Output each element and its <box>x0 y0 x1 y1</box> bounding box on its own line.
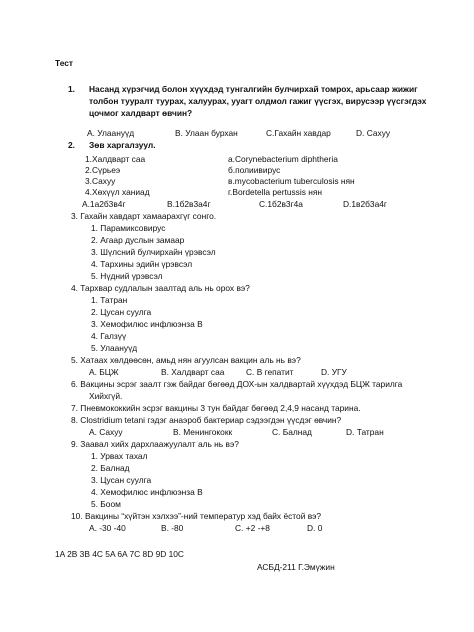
q4-item-1: 1. Татран <box>91 295 128 305</box>
answer-key: 1A 2B 3B 4C 5A 6A 7C 8D 9D 10C <box>55 549 184 559</box>
q8-option-b: B. Менингококк <box>173 427 233 437</box>
q5-option-d: D. УГУ <box>321 367 347 377</box>
q2-left-4: 4.Хөхүүл ханиад <box>85 187 150 197</box>
q2-option-b: B.1б2в3a4г <box>167 199 211 209</box>
q7-text: 7. Пневмококкийн эсрэг вакцины 3 тун байдаг бөгөөд 2,4,9 насанд тарина. <box>71 403 361 413</box>
q10-title: 10. Вакцины “хүйтэн хэлхээ”-ний температур хэд байх ёстой вэ? <box>71 511 322 521</box>
q2-left-2: 2.Сүрьеэ <box>85 165 121 175</box>
q10-option-b: B. -80 <box>161 523 184 533</box>
q2-left-1: 1.Халдварт саа <box>85 154 146 164</box>
q3-item-3: 3. Шүлсний булчирхайн үрэвсэл <box>91 247 216 257</box>
test-title: Тест <box>55 58 74 68</box>
q1-option-d: D. Сахуу <box>356 128 391 138</box>
q3-item-4: 4. Тархины эдийн үрэвсэл <box>91 259 193 269</box>
q2-number: 2. <box>68 140 75 150</box>
q9-item-2: 2. Балнад <box>91 463 130 473</box>
q2-right-d: г.Bordetella pertussis нян <box>228 187 323 197</box>
q4-item-4: 4. Галзүү <box>91 331 127 341</box>
q8-option-d: D. Татран <box>346 427 384 437</box>
q2-right-c: в.mycobacterium tuberculosis нян <box>228 176 355 186</box>
q1-option-c: C.Гахайн хавдар <box>266 128 331 138</box>
q9-item-3: 3. Цусан суулга <box>91 475 152 485</box>
q8-option-c: C. Балнад <box>272 427 312 437</box>
q9-item-4: 4. Хемофилюс инфлюэнза B <box>91 487 203 497</box>
q2-title: Зөв харгалзуул. <box>89 140 156 150</box>
q6-line-2: Хийхгүй. <box>89 391 123 401</box>
q1-line-1: Насанд хүрэгчид болон хүүхдэд тунгалгийн булчирхай томрох, арьсаар жижиг <box>89 84 418 94</box>
q6-line-1: 6. Вакцины эсрэг заалт гэж байдаг бөгөөд ДОХ-ын халдвартай хүүхдэд БЦЖ тарилга <box>71 379 403 389</box>
q5-option-a: A. БЦЖ <box>89 367 119 377</box>
q3-title: 3. Гахайн хавдарт хамаарахгүг сонго. <box>71 211 217 221</box>
q2-right-a: a.Corynebacterium diphtheria <box>228 154 338 164</box>
q2-left-3: 3.Сахуу <box>85 176 116 186</box>
q2-option-c: C.1б2в3г4a <box>259 199 303 209</box>
q5-option-b: B. Халдварт саа <box>161 367 225 377</box>
q10-option-a: A. -30 -40 <box>89 523 126 533</box>
q2-option-a: A.1a2б3в4г <box>82 199 126 209</box>
q4-item-2: 2. Цусан суулга <box>91 307 152 317</box>
q9-item-1: 1. Урвах тахал <box>91 451 148 461</box>
q4-item-3: 3. Хемофилюс инфлюэнза B <box>91 319 203 329</box>
q4-title: 4. Тархвар судлалын заалтад аль нь орох вэ? <box>71 283 250 293</box>
q10-option-c: C. +2 -+8 <box>235 523 270 533</box>
q3-item-5: 5. Нүдний үрэвсэл <box>91 271 163 281</box>
q5-option-c: C. B гепатит <box>246 367 294 377</box>
q1-number: 1. <box>68 84 75 94</box>
q1-option-a: A. Улаануүд <box>87 128 135 138</box>
q4-item-5: 5. Улаануүд <box>91 343 138 353</box>
q10-option-d: D. 0 <box>307 523 323 533</box>
q8-title: 8. Clostridium tetani гэдэг анаэроб бактериар сэдээгдэн үүсдэг өвчин? <box>71 415 342 425</box>
q2-right-b: б.полиивирус <box>228 165 281 175</box>
q9-title: 9. Заавал хийх дархлаажуулалт аль нь вэ? <box>71 439 239 449</box>
q3-item-1: 1. Парамиксовирус <box>91 223 166 233</box>
q8-option-a: A. Сахуу <box>89 427 123 437</box>
q2-option-d: D.1в2б3a4г <box>343 199 387 209</box>
q9-item-5: 5. Боом <box>91 499 121 509</box>
q5-title: 5. Хатаах хөлдөөсөн, амьд нян агуулсан вакцин аль нь вэ? <box>71 355 301 365</box>
q3-item-2: 2. Агаар дуслын замаар <box>91 235 185 245</box>
author-signature: АСБД-211 Г.Эмүжин <box>257 562 335 572</box>
q1-option-b: B. Улаан бурхан <box>175 128 238 138</box>
q1-line-2: толбон тууралт туурах, халуурах, ууагт олдмол гажиг үүсгэх, вирусээр үүсгэгдэх <box>89 96 427 106</box>
q1-line-3: цочмог халдварт өвчин? <box>89 108 193 118</box>
